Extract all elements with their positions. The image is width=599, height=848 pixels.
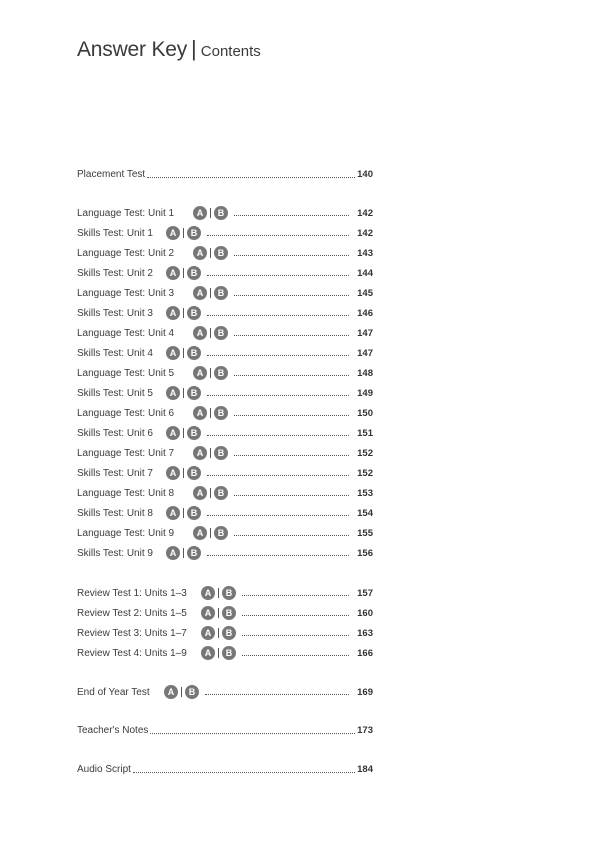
badge-divider: [183, 508, 184, 518]
version-b-badge: B: [187, 306, 201, 320]
dot-leader: [207, 267, 349, 276]
version-a-badge: A: [193, 486, 207, 500]
toc-entry[interactable]: [77, 406, 373, 420]
toc-page-number: 142: [357, 227, 373, 239]
version-a-badge: A: [201, 646, 215, 660]
toc-page-number: 169: [357, 686, 373, 698]
version-badges: [166, 426, 201, 440]
toc-entry[interactable]: [77, 167, 373, 181]
toc-entry[interactable]: [77, 486, 373, 500]
badge-divider: [183, 548, 184, 558]
toc-entry-label: Language Test: Unit 1: [77, 207, 175, 219]
badge-divider: [210, 448, 211, 458]
dot-leader: [205, 686, 349, 695]
version-badges: [201, 586, 236, 600]
version-a-badge: A: [193, 326, 207, 340]
version-a-badge: A: [193, 406, 207, 420]
version-badges: [193, 366, 228, 380]
version-b-badge: B: [214, 406, 228, 420]
version-a-badge: A: [193, 366, 207, 380]
version-a-badge: A: [193, 246, 207, 260]
toc-entry[interactable]: [77, 446, 373, 460]
badge-divider: [183, 308, 184, 318]
version-badges: [166, 546, 201, 560]
dot-leader: [207, 307, 349, 316]
toc-entry-label: Language Test: Unit 7: [77, 447, 175, 459]
dot-leader: [234, 287, 349, 296]
page-subtitle: Contents: [200, 43, 261, 60]
toc-page-number: 147: [357, 347, 373, 359]
toc-entry-label: Skills Test: Unit 2: [77, 267, 153, 279]
version-badges: [166, 226, 201, 240]
toc-entry-label: Skills Test: Unit 7: [77, 467, 153, 479]
version-b-badge: B: [222, 606, 236, 620]
badge-divider: [183, 428, 184, 438]
toc-entry[interactable]: [77, 546, 373, 560]
toc-entry[interactable]: [77, 606, 373, 620]
version-a-badge: A: [193, 206, 207, 220]
dot-leader: [242, 587, 349, 596]
dot-leader: [207, 547, 349, 556]
version-badges: [166, 386, 201, 400]
version-a-badge: A: [166, 546, 180, 560]
page-header: [77, 36, 261, 62]
toc-entry-label: Language Test: Unit 3: [77, 287, 175, 299]
badge-divider: [210, 408, 211, 418]
badge-divider: [218, 628, 219, 638]
version-b-badge: B: [187, 546, 201, 560]
version-b-badge: B: [187, 346, 201, 360]
version-badges: [166, 346, 201, 360]
version-b-badge: B: [214, 486, 228, 500]
badge-divider: [210, 528, 211, 538]
toc-page-number: 150: [357, 407, 373, 419]
badge-divider: [218, 588, 219, 598]
toc-entry-label: Skills Test: Unit 9: [77, 547, 153, 559]
toc-page-number: 144: [357, 267, 373, 279]
dot-leader: [242, 607, 349, 616]
toc-entry[interactable]: [77, 266, 373, 280]
dot-leader: [234, 367, 349, 376]
version-badges: [193, 486, 228, 500]
toc-entry-label: Review Test 4: Units 1–9: [77, 647, 187, 659]
badge-divider: [210, 488, 211, 498]
version-a-badge: A: [193, 286, 207, 300]
badge-divider: [210, 328, 211, 338]
badge-divider: [183, 268, 184, 278]
toc-entry[interactable]: [77, 306, 373, 320]
version-a-badge: A: [166, 386, 180, 400]
version-a-badge: A: [166, 266, 180, 280]
dot-leader: [207, 227, 349, 236]
toc-page-number: 145: [357, 287, 373, 299]
version-b-badge: B: [222, 586, 236, 600]
badge-divider: [183, 348, 184, 358]
version-b-badge: B: [222, 626, 236, 640]
toc-page-number: 143: [357, 247, 373, 259]
dot-leader: [234, 487, 349, 496]
version-badges: [193, 326, 228, 340]
toc-page-number: 146: [357, 307, 373, 319]
dot-leader: [234, 247, 349, 256]
dot-leader: [207, 427, 349, 436]
version-badges: [166, 506, 201, 520]
toc-entry[interactable]: [77, 386, 373, 400]
toc-page-number: 166: [357, 647, 373, 659]
toc-entry-label: Language Test: Unit 9: [77, 527, 175, 539]
version-badges: [193, 206, 228, 220]
toc-entry-label: Language Test: Unit 4: [77, 327, 175, 339]
version-a-badge: A: [201, 626, 215, 640]
toc-page-number: 151: [357, 427, 373, 439]
toc-entry-label: Review Test 3: Units 1–7: [77, 627, 187, 639]
version-a-badge: A: [166, 346, 180, 360]
version-badges: [193, 286, 228, 300]
toc-page-number: 152: [357, 467, 373, 479]
version-a-badge: A: [166, 226, 180, 240]
dot-leader: [207, 507, 349, 516]
version-b-badge: B: [214, 446, 228, 460]
version-badges: [193, 446, 228, 460]
version-badges: [201, 626, 236, 640]
version-badges: [193, 406, 228, 420]
toc-entry[interactable]: [77, 366, 373, 380]
badge-divider: [183, 388, 184, 398]
version-b-badge: B: [185, 685, 199, 699]
version-badges: [164, 685, 199, 699]
version-badges: [201, 646, 236, 660]
toc-entry-label: Language Test: Unit 5: [77, 367, 175, 379]
version-b-badge: B: [187, 386, 201, 400]
toc-page-number: 155: [357, 527, 373, 539]
version-b-badge: B: [222, 646, 236, 660]
toc-page-number: 160: [357, 607, 373, 619]
toc-entry-label: End of Year Test: [77, 686, 150, 698]
dot-leader: [234, 207, 349, 216]
dot-leader: [242, 627, 349, 636]
toc-page-number: 154: [357, 507, 373, 519]
version-a-badge: A: [193, 526, 207, 540]
toc-page-number: 147: [357, 327, 373, 339]
version-badges: [193, 246, 228, 260]
toc-entry[interactable]: [77, 226, 373, 240]
dot-leader: [234, 527, 349, 536]
version-b-badge: B: [214, 206, 228, 220]
toc-entry-label: Language Test: Unit 8: [77, 487, 175, 499]
badge-divider: [218, 608, 219, 618]
version-b-badge: B: [187, 466, 201, 480]
dot-leader: [207, 467, 349, 476]
toc-entry[interactable]: [77, 346, 373, 360]
toc-entry[interactable]: [77, 685, 373, 699]
toc-page-number: 173: [357, 724, 373, 736]
version-b-badge: B: [187, 506, 201, 520]
toc-page-number: 156: [357, 547, 373, 559]
version-a-badge: A: [164, 685, 178, 699]
dot-leader: [234, 327, 349, 336]
badge-divider: [210, 368, 211, 378]
toc-page-number: 152: [357, 447, 373, 459]
version-b-badge: B: [214, 366, 228, 380]
toc-entry-label: Skills Test: Unit 4: [77, 347, 153, 359]
badge-divider: [183, 468, 184, 478]
dot-leader: [147, 169, 355, 178]
version-b-badge: B: [187, 266, 201, 280]
version-a-badge: A: [201, 586, 215, 600]
badge-divider: [210, 288, 211, 298]
version-badges: [166, 306, 201, 320]
toc-page-number: 157: [357, 587, 373, 599]
dot-leader: [133, 764, 355, 773]
version-b-badge: B: [214, 286, 228, 300]
toc-entry[interactable]: [77, 506, 373, 520]
toc-entry-label: Skills Test: Unit 3: [77, 307, 153, 319]
version-b-badge: B: [187, 226, 201, 240]
toc-page-number: 153: [357, 487, 373, 499]
toc-entry[interactable]: [77, 646, 373, 660]
toc-entry-label: Skills Test: Unit 5: [77, 387, 153, 399]
version-badges: [201, 606, 236, 620]
dot-leader: [150, 725, 355, 734]
version-b-badge: B: [214, 526, 228, 540]
toc-page-number: 148: [357, 367, 373, 379]
version-a-badge: A: [166, 506, 180, 520]
toc-entry-label: Teacher's Notes: [77, 724, 149, 736]
version-badges: [193, 526, 228, 540]
dot-leader: [207, 387, 349, 396]
version-badges: [166, 266, 201, 280]
page-title: Answer Key: [77, 38, 188, 61]
toc-page-number: 149: [357, 387, 373, 399]
dot-leader: [234, 407, 349, 416]
badge-divider: [218, 648, 219, 658]
toc-entry-label: Language Test: Unit 2: [77, 247, 175, 259]
toc-entry[interactable]: [77, 466, 373, 480]
toc-entry[interactable]: [77, 586, 373, 600]
version-badges: [166, 466, 201, 480]
version-b-badge: B: [214, 246, 228, 260]
toc-page-number: 142: [357, 207, 373, 219]
toc-page-number: 163: [357, 627, 373, 639]
toc-entry[interactable]: [77, 426, 373, 440]
badge-divider: [181, 687, 182, 697]
toc-entry[interactable]: [77, 326, 373, 340]
toc-entry-label: Skills Test: Unit 6: [77, 427, 153, 439]
toc-entry[interactable]: [77, 626, 373, 640]
dot-leader: [207, 347, 349, 356]
dot-leader: [234, 447, 349, 456]
version-a-badge: A: [201, 606, 215, 620]
toc-entry-label: Review Test 2: Units 1–5: [77, 607, 187, 619]
toc-entry[interactable]: [77, 206, 373, 220]
toc-entry-label: Review Test 1: Units 1–3: [77, 587, 187, 599]
toc-entry-label: Language Test: Unit 6: [77, 407, 175, 419]
version-b-badge: B: [214, 326, 228, 340]
toc-entry[interactable]: [77, 526, 373, 540]
version-a-badge: A: [166, 466, 180, 480]
toc-entry[interactable]: [77, 246, 373, 260]
version-a-badge: A: [166, 426, 180, 440]
toc-entry-label: Skills Test: Unit 1: [77, 227, 153, 239]
version-b-badge: B: [187, 426, 201, 440]
toc-entry[interactable]: [77, 286, 373, 300]
version-a-badge: A: [166, 306, 180, 320]
toc-page-number: 184: [357, 763, 373, 775]
title-separator: |: [191, 36, 197, 61]
dot-leader: [242, 647, 349, 656]
toc-entry-label: Placement Test: [77, 168, 146, 180]
badge-divider: [210, 208, 211, 218]
version-a-badge: A: [193, 446, 207, 460]
badge-divider: [183, 228, 184, 238]
toc-entry-label: Audio Script: [77, 763, 131, 775]
toc-entry[interactable]: [77, 723, 373, 737]
badge-divider: [210, 248, 211, 258]
toc-entry-label: Skills Test: Unit 8: [77, 507, 153, 519]
toc-entry[interactable]: [77, 762, 373, 776]
toc-page-number: 140: [357, 168, 373, 180]
